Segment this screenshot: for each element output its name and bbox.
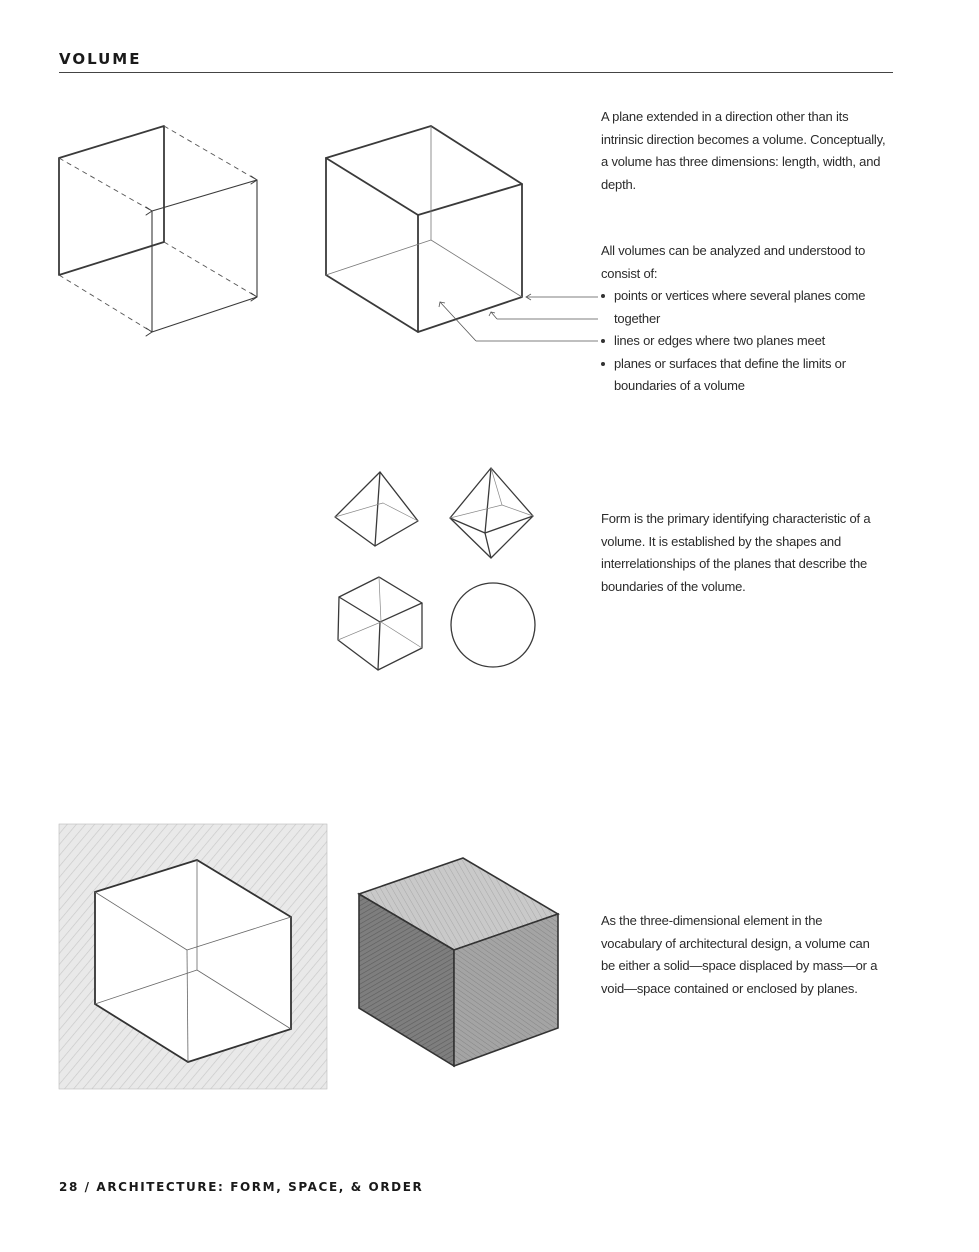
void-cube-figure	[59, 824, 327, 1089]
analysis-lead: All volumes can be analyzed and understood to consist of:	[601, 243, 866, 281]
intro-paragraph: A plane extended in a direction other than its intrinsic direction becomes a volume. Conceptually, a volume has three dimensions: length, width, and depth.	[601, 109, 886, 192]
section-heading: VOLUME	[59, 50, 142, 68]
solid-void-paragraph: As the three-dimensional element in the vocabulary of architectural design, a volume can be either a solid—space displaced by mass—or a void—space contained or enclosed by planes.	[601, 913, 878, 996]
sphere-figure	[451, 583, 535, 667]
list-item-points: points or vertices where several planes come together	[601, 285, 886, 330]
pyramid-figure	[335, 472, 418, 546]
volume-analysis-block	[601, 240, 886, 398]
plane-extrusion-figure	[59, 126, 257, 336]
small-cube-figure	[338, 577, 422, 670]
list-item-planes: planes or surfaces that define the limits or boundaries of a volume	[601, 353, 886, 398]
octahedron-figure	[450, 468, 533, 558]
page-footer: 28 / ARCHITECTURE: FORM, SPACE, & ORDER	[59, 1180, 424, 1194]
list-item-lines: lines or edges where two planes meet	[601, 330, 886, 353]
volume-wireframe-figure	[326, 126, 598, 341]
solid-cube-figure	[359, 858, 558, 1066]
analysis-list	[601, 285, 886, 398]
form-paragraph: Form is the primary identifying characteristic of a volume. It is established by the shapes and interrelationships of the planes that describe the boundaries of the volume.	[601, 511, 871, 594]
